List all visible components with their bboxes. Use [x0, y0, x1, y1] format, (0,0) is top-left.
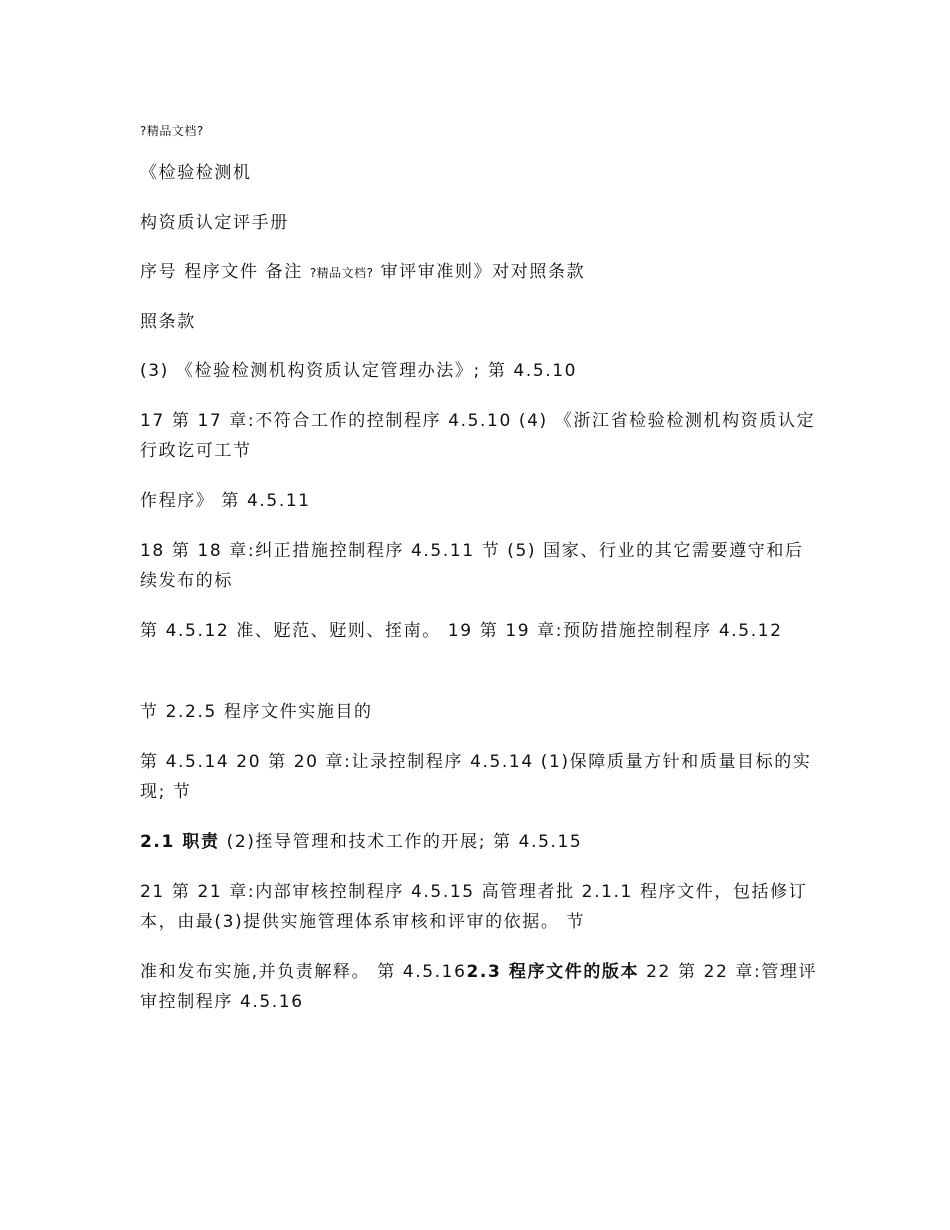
text-line-14-part-c: 22 第 22 章:管理评审控制程序 4.5.16: [140, 962, 818, 1012]
section-heading-2-1: 2.1 职责: [140, 832, 220, 852]
text-line-9: 第 4.5.12 准、觃范、觃则、挃南。 19 第 19 章:预防措施控制程序 4.5.12: [140, 621, 783, 641]
inline-watermark: ?精品文档?: [309, 266, 374, 280]
text-line-13: 21 第 21 章:内部审核控制程序 4.5.15 高管理者批 2.1.1 程序文件，包括修订本，由最(3)提供实施管理体系审核和评审的依据。 节: [140, 882, 808, 932]
text-line-1: 《检验检测机: [140, 163, 252, 183]
section-heading-2-3: 2.3 程序文件的版本: [466, 962, 640, 982]
text-line-14-part-a: 准和发布实施,并负责解释。 第 4.5.16: [140, 962, 467, 982]
text-line-3-part-c: 审评审准则》对对照条款: [373, 262, 586, 282]
text-line-3: [140, 257, 820, 288]
text-line-14: [140, 957, 820, 1017]
text-line-12-rest: (2)挃导管理和技术工作的开展; 第 4.5.15: [219, 832, 583, 852]
text-line-7: 作程序》 第 4.5.11: [140, 491, 311, 511]
text-line-11: 第 4.5.14 20 第 20 章:让录控制程序 4.5.14 (1)保障质量方针和质量目标的实现; 节: [140, 752, 812, 802]
header-watermark: ?精品文档?: [140, 124, 204, 138]
text-line-12: [140, 827, 820, 857]
text-line-8: 18 第 18 章:纠正措施控制程序 4.5.11 节 (5) 国家、行业的其它需要遵守和后续发布的标: [140, 541, 804, 591]
text-line-10: 节 2.2.5 程序文件实施目的: [140, 702, 373, 722]
text-line-4: 照条款: [140, 312, 196, 332]
text-line-3-part-a: 序号 程序文件 备注: [140, 262, 310, 282]
text-line-6: 17 第 17 章:不符合工作的控制程序 4.5.10 (4) 《浙江省检验检测机构资质认定行政讫可工节: [140, 411, 816, 461]
text-line-5: (3) 《检验检测机构资质认定管理办法》; 第 4.5.10: [140, 361, 578, 381]
text-line-2: 构资质认定评手册: [140, 213, 289, 233]
